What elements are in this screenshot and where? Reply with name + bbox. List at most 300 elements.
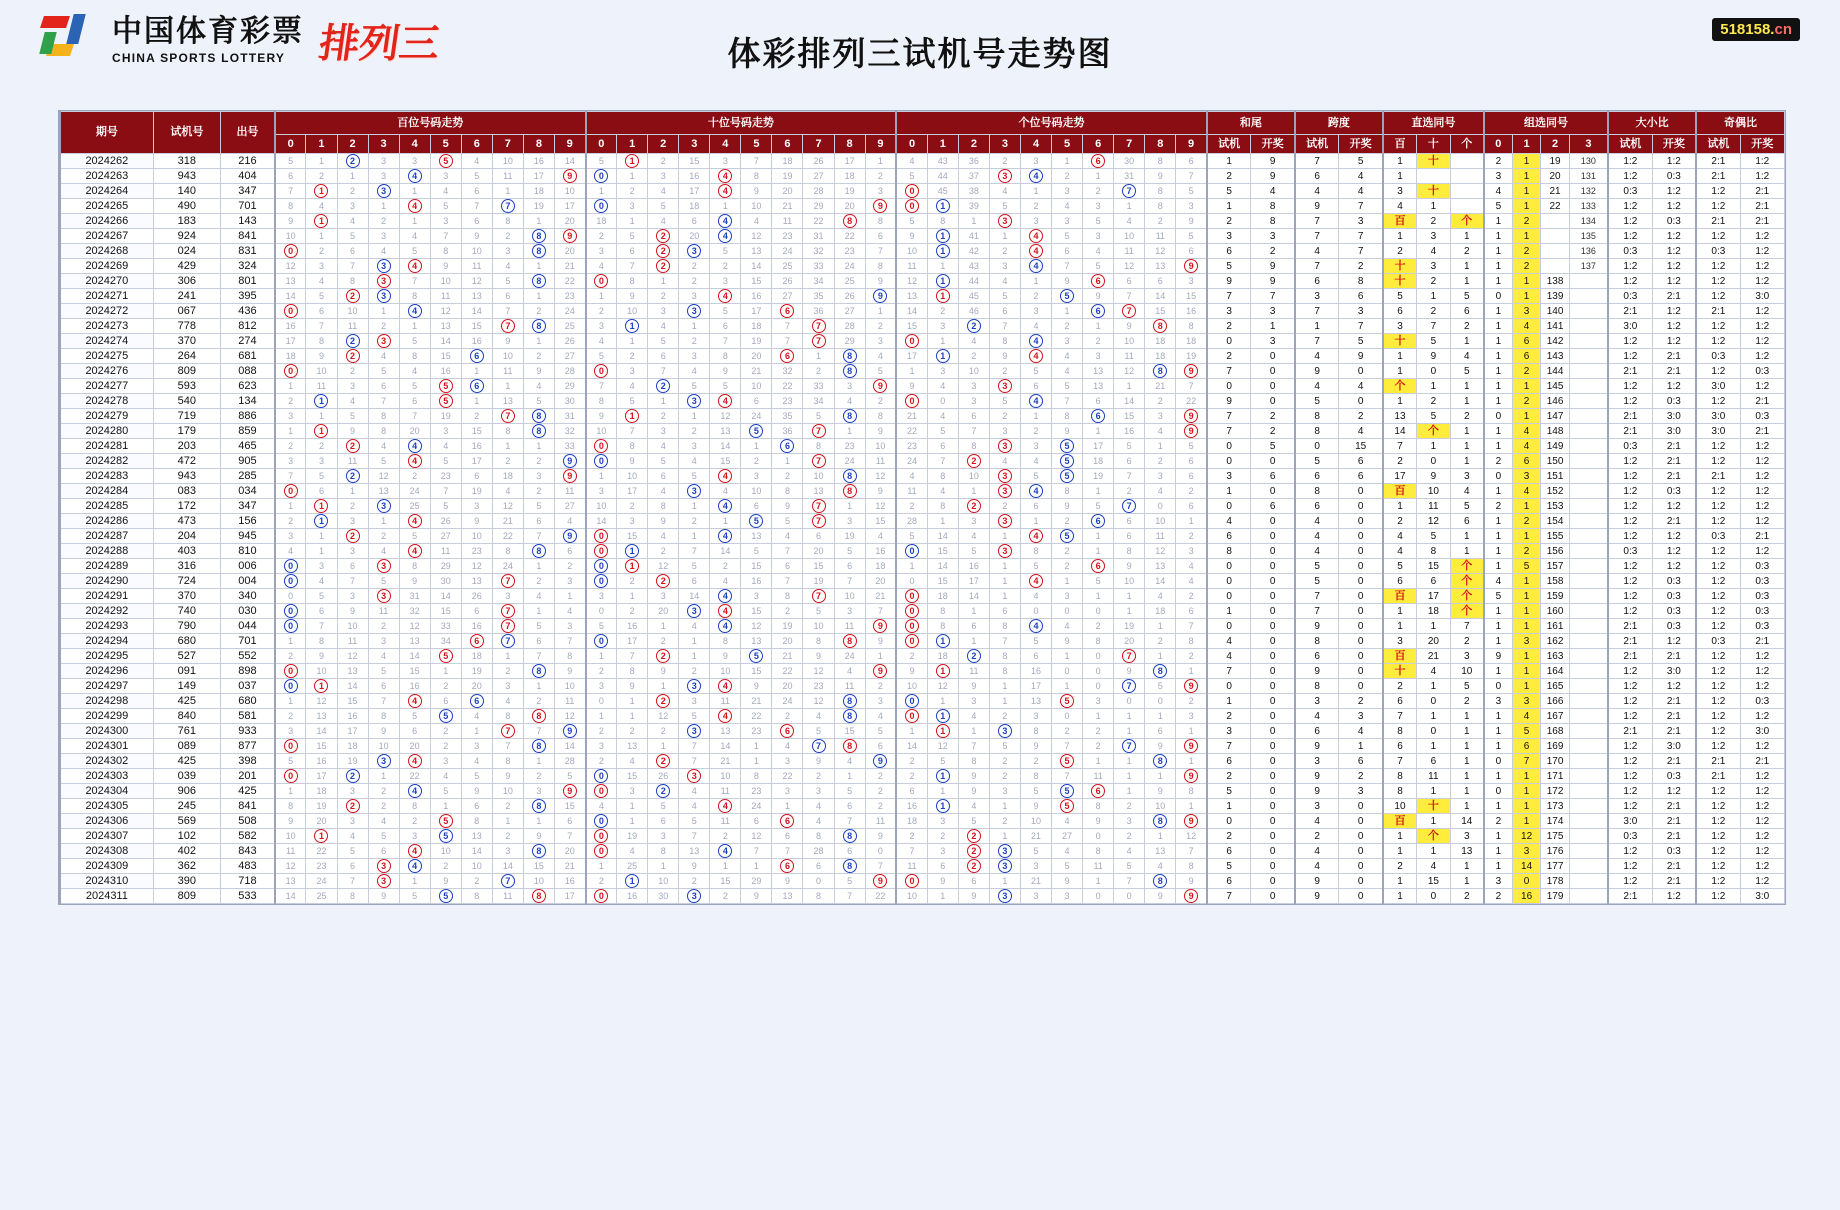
daxiao-open: 1:2 [1652,634,1696,649]
miss-count: 1 [648,859,679,874]
highlight-ball-cell: 7 [492,724,523,739]
miss-count: 7 [741,154,772,169]
open-number: 134 [221,394,275,409]
miss-count: 3 [679,439,710,454]
daxiao-open: 2:1 [1652,754,1696,769]
zhixuan-1: 0 [1417,454,1451,469]
hewei-open: 0 [1251,529,1295,544]
miss-count: 13 [337,664,368,679]
miss-count: 20 [648,604,679,619]
miss-count: 7 [368,394,399,409]
open-number: 841 [221,799,275,814]
table-row[interactable] [60,664,1785,679]
zhixuan-2: 1 [1450,334,1484,349]
hewei-open: 0 [1251,739,1295,754]
daxiao-open: 2:1 [1652,709,1696,724]
table-row[interactable] [60,544,1785,559]
miss-count: 16 [275,319,306,334]
miss-count: 19 [1114,619,1145,634]
miss-count: 2 [617,499,648,514]
zhixuan-2: 2 [1450,634,1484,649]
highlight-ball-cell: 1 [927,274,958,289]
table-row[interactable] [60,319,1785,334]
zuxuan-1: 1 [1512,184,1540,199]
highlight-ball-cell: 7 [492,574,523,589]
miss-count: 4 [927,484,958,499]
highlight-ball-cell: 4 [399,259,430,274]
miss-count: 3 [1020,154,1051,169]
table-row[interactable] [60,424,1785,439]
zhixuan-2 [1450,184,1484,199]
highlight-ball-cell: 0 [896,709,927,724]
table-row[interactable] [60,739,1785,754]
miss-count: 3 [958,379,989,394]
highlight-ball-cell: 2 [648,259,679,274]
miss-count: 10 [586,424,617,439]
miss-count: 14 [679,589,710,604]
highlight-ball-cell: 8 [523,799,554,814]
jiou-test: 1:2 [1696,514,1740,529]
table-row[interactable] [60,334,1785,349]
test-number: 403 [153,544,220,559]
highlight-ball-cell: 4 [1020,619,1051,634]
miss-count: 1 [492,379,523,394]
miss-count: 10 [896,679,927,694]
miss-count: 11 [834,679,865,694]
miss-count: 2 [1176,649,1207,664]
miss-count: 17 [958,574,989,589]
highlight-ball-cell: 1 [306,499,337,514]
table-row[interactable] [60,844,1785,859]
miss-count: 9 [772,874,803,889]
miss-count: 7 [1176,844,1207,859]
miss-count: 9 [275,814,306,829]
miss-count: 3 [586,244,617,259]
miss-count: 1 [679,529,710,544]
hewei-test: 7 [1207,739,1251,754]
miss-count: 22 [834,229,865,244]
miss-count: 9 [1052,274,1083,289]
zuxuan-1: 6 [1512,739,1540,754]
miss-count: 7 [741,844,772,859]
miss-count: 26 [648,769,679,784]
sub-header: 4 [1020,135,1051,154]
miss-count: 1 [1083,169,1114,184]
hewei-test: 1 [1207,694,1251,709]
miss-count: 13 [896,289,927,304]
zuxuan-2: 139 [1541,289,1569,304]
miss-count: 2 [896,829,927,844]
miss-count: 1 [617,709,648,724]
miss-count: 4 [275,544,306,559]
table-row[interactable] [60,469,1785,484]
test-number: 490 [153,199,220,214]
miss-count: 3 [958,514,989,529]
table-row[interactable] [60,514,1785,529]
miss-count: 3 [337,784,368,799]
table-row[interactable] [60,799,1785,814]
test-number: 067 [153,304,220,319]
table-row[interactable] [60,274,1785,289]
hewei-test: 6 [1207,874,1251,889]
miss-count: 3 [927,319,958,334]
miss-count: 24 [772,244,803,259]
miss-count: 1 [617,694,648,709]
zhixuan-0: 1 [1383,604,1417,619]
miss-count: 18 [461,649,492,664]
miss-count: 5 [989,199,1020,214]
highlight-ball-cell: 4 [710,394,741,409]
table-row[interactable] [60,364,1785,379]
sub-header: 3 [679,135,710,154]
miss-count: 6 [648,814,679,829]
sub-header: 百 [1383,135,1417,154]
row-index [1569,349,1608,364]
highlight-ball-cell: 4 [1020,394,1051,409]
table-row[interactable] [60,574,1785,589]
zhixuan-2: 1 [1450,769,1484,784]
miss-count: 24 [834,649,865,664]
kuadu-open: 0 [1339,559,1383,574]
sub-header: 2 [337,135,368,154]
miss-count: 9 [803,649,834,664]
highlight-ball-cell: 3 [368,874,399,889]
highlight-ball-cell: 8 [1145,814,1176,829]
miss-count: 13 [803,484,834,499]
miss-count: 6 [648,349,679,364]
table-row[interactable] [60,229,1785,244]
miss-count: 2 [1052,319,1083,334]
table-row[interactable] [60,379,1785,394]
miss-count: 9 [1020,799,1051,814]
miss-count: 17 [306,769,337,784]
miss-count: 8 [1020,544,1051,559]
highlight-ball-cell: 0 [586,769,617,784]
zhixuan-0: 7 [1383,754,1417,769]
table-row[interactable] [60,499,1785,514]
row-index [1569,829,1608,844]
miss-count: 2 [989,364,1020,379]
zuxuan-0: 9 [1484,649,1512,664]
highlight-ball-cell: 8 [523,274,554,289]
issue-number: 2024294 [60,634,153,649]
kuadu-open: 0 [1339,814,1383,829]
kuadu-open: 3 [1339,784,1383,799]
highlight-ball-cell: 0 [586,814,617,829]
miss-count: 34 [803,394,834,409]
hewei-test: 7 [1207,889,1251,904]
table-row[interactable] [60,394,1785,409]
hewei-test: 2 [1207,169,1251,184]
zuxuan-1: 1 [1512,784,1540,799]
miss-count: 19 [337,754,368,769]
zhixuan-0: 2 [1383,679,1417,694]
highlight-ball-cell: 7 [1114,304,1145,319]
table-row[interactable] [60,859,1785,874]
miss-count: 1 [461,394,492,409]
miss-count: 2 [492,829,523,844]
miss-count: 18 [772,154,803,169]
highlight-ball-cell: 4 [1020,529,1051,544]
table-row[interactable] [60,724,1785,739]
zuxuan-1: 1 [1512,799,1540,814]
miss-count: 1 [927,784,958,799]
test-number: 761 [153,724,220,739]
zuxuan-2: 142 [1541,334,1569,349]
highlight-ball-cell: 4 [399,199,430,214]
miss-count: 2 [275,439,306,454]
table-row[interactable] [60,889,1785,904]
miss-count: 0 [1083,889,1114,904]
open-number: 425 [221,784,275,799]
open-number: 398 [221,754,275,769]
miss-count: 8 [492,709,523,724]
daxiao-test: 1:2 [1608,274,1652,289]
miss-count: 5 [275,754,306,769]
test-number: 362 [153,859,220,874]
test-number: 429 [153,259,220,274]
miss-count: 5 [368,829,399,844]
daxiao-test: 0:3 [1608,184,1652,199]
miss-count: 9 [275,214,306,229]
hewei-test: 2 [1207,349,1251,364]
issue-number: 2024301 [60,739,153,754]
table-row[interactable] [60,289,1785,304]
row-index: 134 [1569,214,1608,229]
daxiao-open: 2:1 [1652,514,1696,529]
table-row[interactable] [60,814,1785,829]
table-row[interactable] [60,484,1785,499]
daxiao-test: 1:2 [1608,154,1652,169]
miss-count: 1 [523,559,554,574]
highlight-ball-cell: 9 [865,874,896,889]
highlight-ball-cell: 2 [958,829,989,844]
jiou-test: 2:1 [1696,304,1740,319]
miss-count: 4 [1052,199,1083,214]
highlight-ball-cell: 9 [865,199,896,214]
miss-count: 4 [1114,844,1145,859]
jiou-open: 2:1 [1740,394,1784,409]
zuxuan-2: 146 [1541,394,1569,409]
jiou-open: 1:2 [1740,379,1784,394]
table-row[interactable] [60,184,1785,199]
zuxuan-0: 4 [1484,184,1512,199]
miss-count: 5 [430,499,461,514]
miss-count: 1 [648,739,679,754]
daxiao-test: 1:2 [1608,229,1652,244]
highlight-ball-cell: 5 [430,829,461,844]
zuxuan-2: 148 [1541,424,1569,439]
highlight-ball-cell: 4 [399,304,430,319]
kuadu-test: 7 [1295,334,1339,349]
table-row[interactable] [60,589,1785,604]
zhixuan-2: 1 [1450,874,1484,889]
miss-count: 1 [492,439,523,454]
miss-count: 19 [772,619,803,634]
table-row[interactable] [60,559,1785,574]
table-row[interactable] [60,244,1785,259]
miss-count: 1 [1052,304,1083,319]
hewei-test: 6 [1207,244,1251,259]
kuadu-test: 6 [1295,469,1339,484]
hewei-test: 1 [1207,604,1251,619]
miss-count: 7 [834,814,865,829]
daxiao-open: 1:2 [1652,529,1696,544]
kuadu-open: 2 [1339,769,1383,784]
jiou-open: 1:2 [1740,334,1784,349]
miss-count: 16 [617,889,648,904]
trend-table-container[interactable] [58,110,1786,905]
table-row[interactable] [60,154,1785,169]
miss-count: 13 [741,529,772,544]
jiou-open: 1:2 [1740,169,1784,184]
zhixuan-2: 个 [1450,214,1484,229]
table-row[interactable] [60,679,1785,694]
zuxuan-1: 4 [1512,484,1540,499]
highlight-ball-cell: 7 [1114,679,1145,694]
table-row[interactable] [60,829,1785,844]
table-row[interactable] [60,709,1785,724]
highlight-ball-cell: 6 [1083,514,1114,529]
miss-count: 5 [679,379,710,394]
highlight-ball-cell: 7 [492,604,523,619]
table-row[interactable] [60,874,1785,889]
table-row[interactable] [60,349,1785,364]
zhixuan-1: 0 [1417,694,1451,709]
miss-count: 19 [772,169,803,184]
table-row[interactable] [60,454,1785,469]
miss-count: 10 [337,304,368,319]
miss-count: 24 [834,454,865,469]
miss-count: 8 [306,334,337,349]
column-group-header: 跨度 [1295,112,1383,135]
highlight-ball-cell: 1 [927,634,958,649]
miss-count: 3 [368,229,399,244]
miss-count: 4 [586,334,617,349]
miss-count: 21 [554,859,585,874]
highlight-ball-cell: 7 [1114,184,1145,199]
miss-count: 14 [1145,574,1176,589]
issue-number: 2024300 [60,724,153,739]
highlight-ball-cell: 4 [710,604,741,619]
miss-count: 1 [523,439,554,454]
miss-count: 4 [1052,814,1083,829]
zuxuan-0: 1 [1484,844,1512,859]
miss-count: 5 [275,154,306,169]
table-row[interactable] [60,634,1785,649]
sub-header: 0 [275,135,306,154]
kuadu-test: 4 [1295,184,1339,199]
highlight-ball-cell: 0 [586,454,617,469]
miss-count: 1 [275,634,306,649]
daxiao-test: 2:1 [1608,649,1652,664]
miss-count: 5 [461,169,492,184]
miss-count: 28 [896,514,927,529]
highlight-ball-cell: 3 [679,679,710,694]
test-number: 593 [153,379,220,394]
miss-count: 2 [865,799,896,814]
miss-count: 21 [741,364,772,379]
table-body [60,154,1785,904]
table-row[interactable] [60,784,1785,799]
miss-count: 5 [989,739,1020,754]
miss-count: 10 [741,484,772,499]
zhixuan-2: 1 [1450,439,1484,454]
highlight-ball-cell: 8 [1145,754,1176,769]
miss-count: 21 [1145,379,1176,394]
miss-count: 1 [306,409,337,424]
table-row[interactable] [60,304,1785,319]
miss-count: 3 [586,484,617,499]
miss-count: 5 [648,334,679,349]
miss-count: 4 [306,274,337,289]
miss-count: 9 [368,889,399,904]
table-row[interactable] [60,529,1785,544]
table-row[interactable] [60,619,1785,634]
daxiao-test: 1:2 [1608,259,1652,274]
miss-count: 2 [492,799,523,814]
hewei-open: 2 [1251,424,1295,439]
table-row[interactable] [60,214,1785,229]
miss-count: 3 [275,529,306,544]
table-row[interactable] [60,409,1785,424]
miss-count: 5 [399,379,430,394]
miss-count: 2 [1145,634,1176,649]
issue-number: 2024286 [60,514,153,529]
zuxuan-2: 162 [1541,634,1569,649]
miss-count: 5 [679,559,710,574]
table-row[interactable] [60,439,1785,454]
miss-count: 7 [989,319,1020,334]
table-row[interactable] [60,754,1785,769]
miss-count: 6 [927,439,958,454]
table-row[interactable] [60,694,1785,709]
zhixuan-2: 1 [1450,739,1484,754]
miss-count: 1 [1176,664,1207,679]
miss-count: 1 [989,799,1020,814]
daxiao-test: 2:1 [1608,409,1652,424]
miss-count: 3 [554,574,585,589]
miss-count: 4 [1052,619,1083,634]
miss-count: 2 [586,229,617,244]
miss-count: 29 [554,379,585,394]
table-row[interactable] [60,259,1785,274]
hewei-test: 1 [1207,154,1251,169]
miss-count: 6 [1176,454,1207,469]
table-row[interactable] [60,649,1785,664]
daxiao-open: 1:2 [1652,784,1696,799]
jiou-test: 1:2 [1696,859,1740,874]
table-row[interactable] [60,604,1785,619]
issue-number: 2024304 [60,784,153,799]
hewei-open: 0 [1251,484,1295,499]
table-row[interactable] [60,169,1785,184]
issue-number: 2024306 [60,814,153,829]
daxiao-open: 2:1 [1652,814,1696,829]
highlight-ball-cell: 7 [803,454,834,469]
miss-count: 5 [399,709,430,724]
table-row[interactable] [60,769,1785,784]
highlight-ball-cell: 0 [586,529,617,544]
miss-count: 9 [1052,634,1083,649]
miss-count: 15 [927,574,958,589]
miss-count: 13 [461,829,492,844]
jiou-test: 1:2 [1696,274,1740,289]
column-group-header: 大小比 [1608,112,1696,135]
miss-count: 5 [306,289,337,304]
miss-count: 1 [648,274,679,289]
table-row[interactable] [60,199,1785,214]
